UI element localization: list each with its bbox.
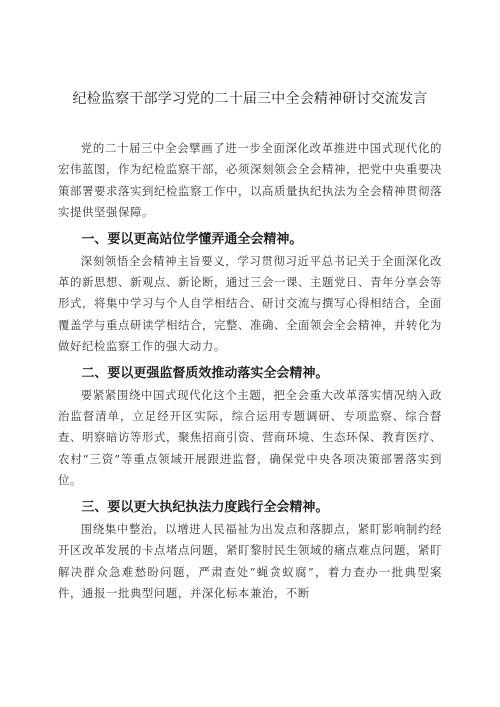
section-3-body: 围绕集中整治，以增进人民福祉为出发点和落脚点，紧盯影响制约经开区改革发展的卡点堵点问题，紧盯黎肘民生领域的痛点难点问题，紧盯解决群众急难愁盼问题，严肃查处“蝇贪蚁腐”，着力查办一批典型案件，通报一批典型问题，并深化标本兼治，不断 [58, 521, 442, 600]
document-title: 纪检监察干部学习党的二十届三中全会精神研讨交流发言 [72, 90, 428, 106]
intro-paragraph: 党的二十届三中全会擘画了进一步全面深化改革推进中国式现代化的宏伟蓝图，作为纪检监察干部，必须深刻领会全会精神，把党中央重要决策部署要求落实到纪检监察工作中，以高质量执纪执法为全会精神贯彻落实提供坚强保障。 [58, 141, 442, 220]
section-2-heading: 二、要以更强监督质效推动落实全会精神。 [81, 364, 329, 380]
section-2-body: 要紧紧围绕中国式现代化这个主题，把全会重大改革落实情况纳入政治监督清单，立足经开区实际，综合运用专题调研、专项监察、综合督查、明察暗访等形式，聚焦招商引资、营商环境、生态环保、教育医疗、农村“三资”等重点领域开展跟进监督，确保党中央各项决策部署落实到位。 [58, 387, 442, 488]
section-1-heading: 一、要以更高站位学懂弄通全会精神。 [81, 230, 303, 246]
section-1-body: 深刻领悟全会精神主旨要义，学习贯彻习近平总书记关于全面深化改革的新思想、新观点、新论断，通过三会一课、主题党日、青年分享会等形式，将集中学习与个人自学相结合、研讨交流与撰写心得相结合，全面覆盖学与重点研读学相结合，完整、准确、全面领会全会精神，并转化为做好纪检监察工作的强大动力。 [58, 253, 442, 354]
section-3-heading: 三、要以更大执纪执法力度践行全会精神。 [81, 498, 329, 514]
